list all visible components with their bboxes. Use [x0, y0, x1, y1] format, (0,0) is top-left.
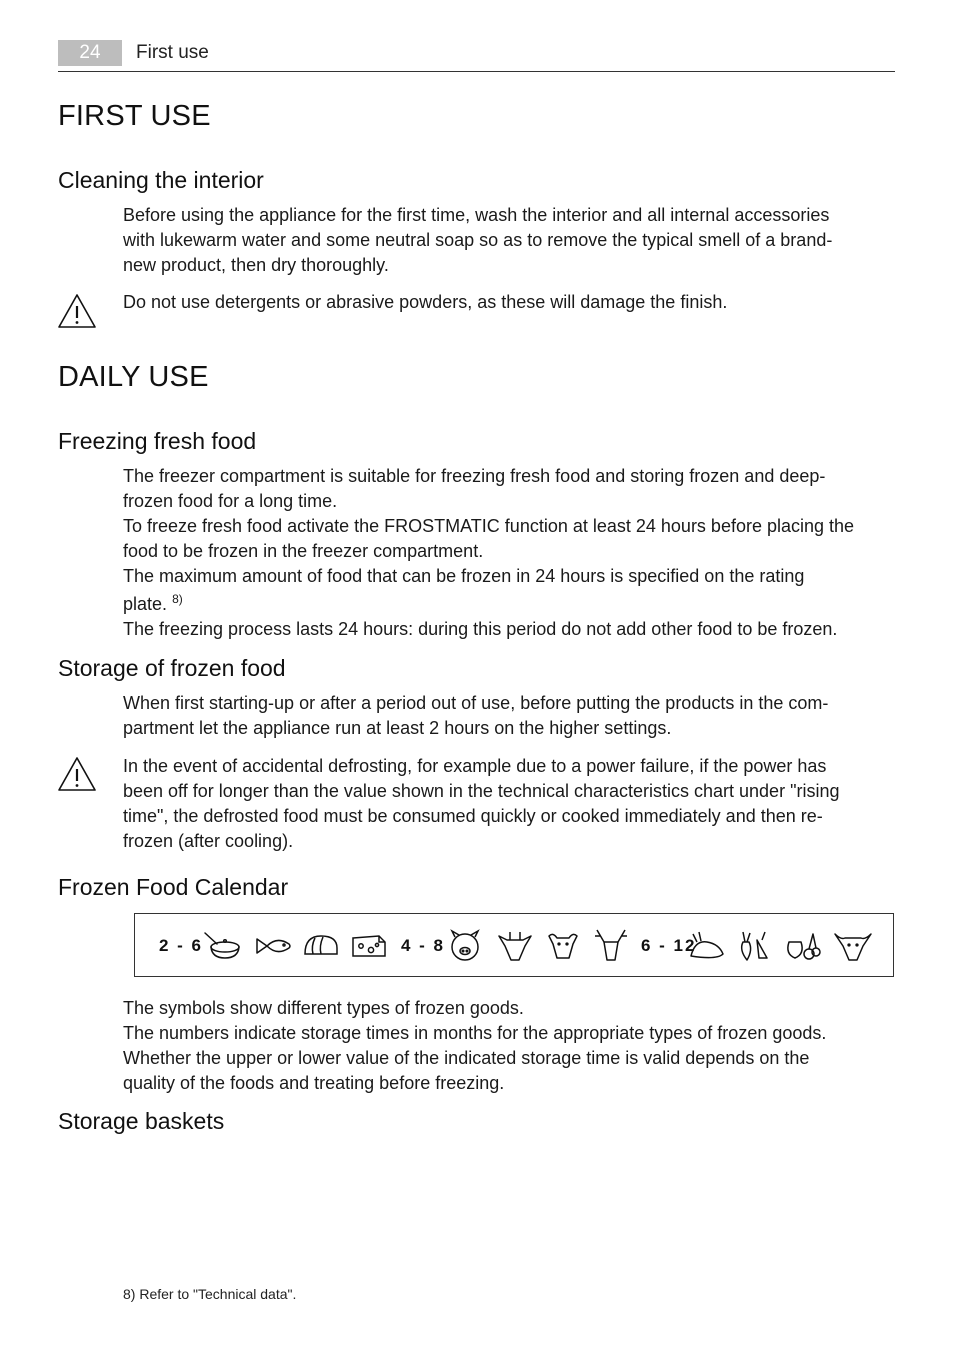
frozen-food-calendar [134, 913, 894, 977]
freezing-heading: Freezing fresh food [58, 428, 257, 454]
poultry-icon [687, 928, 727, 964]
bread-icon [301, 928, 341, 964]
text-line: been off for longer than the value shown in the technical characteristics chart under "rising [123, 781, 840, 801]
text-line: with lukewarm water and some neutral soap so as to remove the typical smell of a brand- [123, 230, 833, 250]
vegetables-icon [735, 928, 775, 964]
text-line: food to be frozen in the freezer compartment. [123, 541, 484, 561]
header-divider [58, 71, 895, 72]
fruit-icon [783, 928, 823, 964]
pot-icon [203, 928, 243, 964]
text-line: new product, then dry thoroughly. [123, 255, 389, 275]
footnote: 8) Refer to "Technical data". [123, 1286, 297, 1302]
storage-paragraph [123, 691, 895, 741]
text-line: The numbers indicate storage times in months for the appropriate types of frozen goods. [123, 1023, 827, 1043]
calendar-heading: Frozen Food Calendar [58, 874, 289, 900]
sheep-icon [543, 928, 583, 964]
calendar-paragraph [123, 996, 895, 1096]
fish-icon [253, 928, 293, 964]
cheese-icon [349, 928, 389, 964]
first-use-title: FIRST USE [58, 100, 211, 132]
text-line: Before using the appliance for the first time, wash the interior and all internal accessories [123, 205, 830, 225]
text-line: The maximum amount of food that can be frozen in 24 hours is specified on the rating [123, 566, 805, 586]
text-line: time", the defrosted food must be consumed quickly or cooked immediately and then re- [123, 806, 823, 826]
calf-icon [495, 928, 535, 964]
text-line: quality of the foods and treating before freezing. [123, 1073, 505, 1093]
storage-range-label: 2 - 6 [159, 936, 204, 955]
beef-icon [833, 928, 873, 964]
deer-icon [591, 928, 631, 964]
baskets-heading: Storage baskets [58, 1108, 225, 1134]
cleaning-warning [123, 290, 895, 315]
text-line: To freeze fresh food activate the FROSTMATIC function at least 24 hours before placing the [123, 516, 855, 536]
text-line: partment let the appliance run at least 2 hours on the higher settings. [123, 718, 672, 738]
pig-icon [445, 928, 485, 964]
cleaning-heading: Cleaning the interior [58, 167, 264, 193]
storage-range-label: 4 - 8 [401, 936, 446, 955]
text-line: In the event of accidental defrosting, for example due to a power failure, if the power has [123, 756, 827, 776]
footnote-reference: 8) [172, 592, 183, 606]
text-line: The symbols show different types of frozen goods. [123, 998, 524, 1018]
running-title: First use [136, 42, 209, 63]
cleaning-paragraph [123, 203, 895, 278]
warning-icon [57, 756, 97, 792]
text-line: When first starting-up or after a period out of use, before putting the products in the com- [123, 693, 829, 713]
storage-warning [123, 754, 895, 854]
storage-heading: Storage of frozen food [58, 655, 286, 681]
page-number: 24 [58, 40, 122, 66]
daily-use-title: DAILY USE [58, 361, 209, 393]
text-line: Do not use detergents or abrasive powders, as these will damage the finish. [123, 292, 728, 312]
storage-range-label: 6 - 12 [641, 936, 697, 955]
text-line: frozen (after cooling). [123, 831, 294, 851]
text-fragment: plate. [123, 594, 168, 614]
text-line: Whether the upper or lower value of the indicated storage time is valid depends on the [123, 1048, 810, 1068]
text-line: The freezing process lasts 24 hours: during this period do not add other food to be frozen. [123, 619, 838, 639]
text-line [123, 592, 895, 617]
text-line: frozen food for a long time. [123, 491, 338, 511]
text-line: The freezer compartment is suitable for freezing fresh food and storing frozen and deep- [123, 466, 826, 486]
freezing-paragraph [123, 464, 895, 642]
warning-icon [57, 293, 97, 329]
